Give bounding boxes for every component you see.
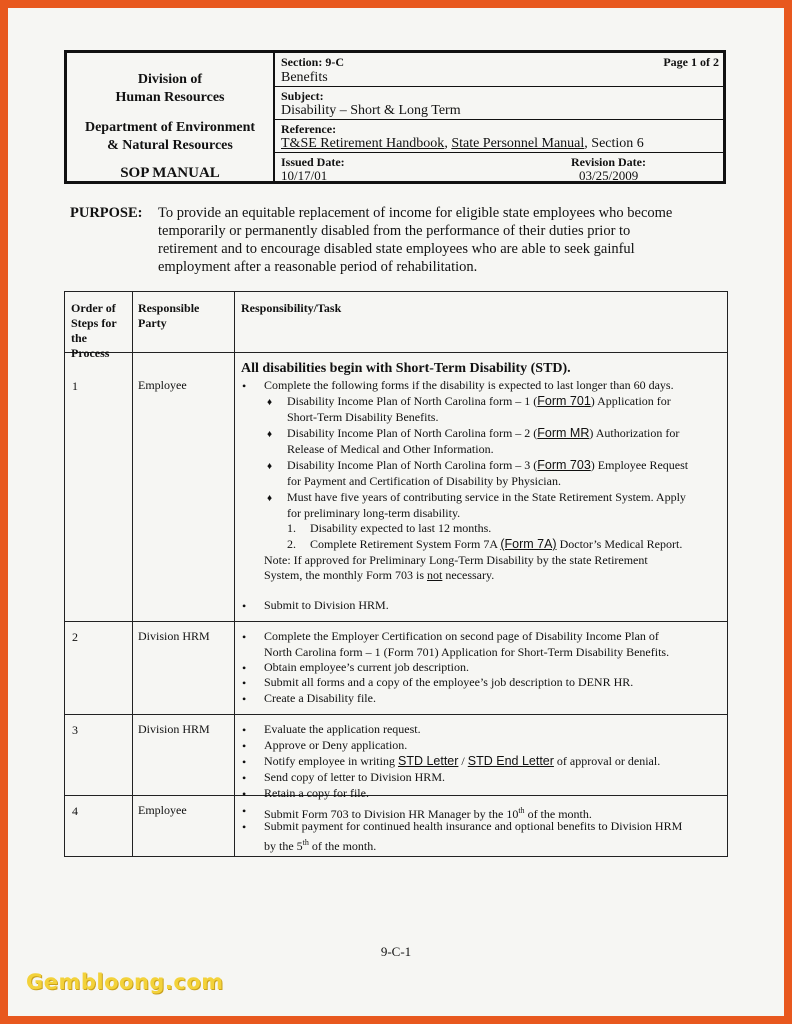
column-divider — [234, 292, 235, 856]
purpose-label: PURPOSE: — [70, 205, 143, 221]
bullet-icon: • — [242, 787, 247, 801]
row1-diamond2 — [287, 426, 679, 442]
bullet-icon: • — [242, 771, 247, 785]
diamond-icon: ♦ — [267, 461, 273, 472]
row1-diamond1-cont: Short-Term Disability Benefits. — [287, 410, 439, 424]
bullet-icon: • — [242, 599, 247, 613]
row3-bullet5: Retain a copy for file. — [264, 786, 369, 800]
party-column-header — [138, 301, 199, 331]
row4-bullet2: Submit payment for continued health insurance and optional benefits to Division HRM — [264, 819, 683, 833]
form-703-link[interactable]: Form 703 — [537, 458, 591, 472]
row1-numbered1-number: 1. — [287, 521, 296, 535]
section-value: Benefits — [281, 70, 328, 85]
header-right-panel — [275, 53, 723, 181]
subject-row — [275, 87, 723, 120]
row3-bullet4: Send copy of letter to Division HRM. — [264, 770, 445, 784]
row1-diamond4: Must have five years of contributing service in the State Retirement System. Apply — [287, 490, 686, 504]
section-row — [275, 53, 723, 87]
row3-bullet3 — [264, 754, 660, 770]
text: System, the monthly Form 703 is — [264, 568, 428, 582]
text: necessary. — [442, 568, 495, 582]
reference-row — [275, 120, 723, 153]
department-line1: Department of Environment — [84, 120, 256, 135]
row2-party: Division HRM — [138, 629, 210, 643]
reference-tail: , Section 6 — [584, 136, 644, 151]
row1-diamond3-cont: for Payment and Certification of Disability by Physician. — [287, 474, 561, 488]
text: Complete Retirement System Form 7A — [310, 537, 501, 551]
watermark-logo: Gembloong.com — [26, 970, 224, 994]
header-left-panel — [67, 53, 275, 181]
header-line: Process — [71, 346, 110, 360]
department-line2: & Natural Resources — [107, 138, 233, 153]
retirement-handbook-link[interactable]: T&SE Retirement Handbook — [281, 136, 445, 151]
header-line: Order of — [71, 301, 116, 315]
subject-label: Subject: — [281, 89, 324, 103]
reference-label: Reference: — [281, 122, 337, 136]
bullet-icon: • — [242, 379, 247, 393]
row1-note-line1: Note: If approved for Preliminary Long-Term Disability by the state Retirement — [264, 553, 648, 567]
division-line1: Division of — [137, 72, 203, 87]
text: ) Application for — [590, 394, 671, 408]
row2-bullet2: Obtain employee’s current job description. — [264, 660, 469, 674]
row3-bullet2: Approve or Deny application. — [264, 738, 408, 752]
text: Submit Form 703 to Division HR Manager by the 10 — [264, 807, 519, 821]
row1-party: Employee — [138, 378, 187, 392]
revision-date-value: 03/25/2009 — [579, 168, 639, 183]
row1-numbered2 — [310, 537, 682, 553]
form-701-link[interactable]: Form 701 — [537, 394, 591, 408]
row1-diamond4-cont: for preliminary long-term disability. — [287, 506, 461, 520]
division-line2: Human Resources — [115, 90, 225, 105]
row-divider — [65, 714, 727, 715]
text: by the 5 — [264, 839, 303, 853]
bullet-icon: • — [242, 739, 247, 753]
row4-step-number: 4 — [72, 804, 78, 818]
text: of the month. — [308, 839, 377, 853]
text: Doctor’s Medical Report. — [556, 537, 683, 551]
sop-manual-title: SOP MANUAL — [120, 165, 220, 181]
bullet-icon: • — [242, 804, 247, 818]
reference-value — [281, 136, 644, 152]
row1-bullet1: Complete the following forms if the disability is expected to last longer than 60 days. — [264, 378, 674, 392]
bullet-icon: • — [242, 820, 247, 834]
superscript: th — [302, 838, 309, 847]
row-divider — [65, 621, 727, 622]
text: Disability Income Plan of North Carolina form – 3 ( — [287, 458, 538, 472]
text: Disability Income Plan of North Carolina form – 1 ( — [287, 394, 538, 408]
std-end-letter-link[interactable]: STD End Letter — [467, 754, 554, 768]
std-heading: All disabilities begin with Short-Term Disability (STD). — [241, 361, 571, 376]
bullet-icon: • — [242, 676, 247, 690]
text: of the month. — [524, 807, 592, 821]
task-column-header: Responsibility/Task — [241, 301, 342, 315]
diamond-icon: ♦ — [267, 493, 273, 504]
document-page — [8, 8, 784, 1016]
text: Disability Income Plan of North Carolina form – 2 ( — [287, 426, 538, 440]
text: ) Employee Request — [590, 458, 689, 472]
row2-bullet1-cont: North Carolina form – 1 (Form 701) Application for Short-Term Disability Benefits. — [264, 645, 670, 659]
issued-date-value: 10/17/01 — [281, 168, 328, 183]
state-personnel-manual-link[interactable]: State Personnel Manual — [451, 136, 585, 151]
column-divider — [132, 292, 133, 856]
row3-step-number: 3 — [72, 723, 78, 737]
text: ) Authorization for — [589, 426, 680, 440]
row4-bullet2-cont — [264, 835, 376, 855]
page-label: Page 1 of 2 — [663, 55, 719, 69]
row1-step-number: 1 — [72, 379, 78, 393]
form-mr-link[interactable]: Form MR — [537, 426, 590, 440]
row1-diamond3 — [287, 458, 688, 474]
diamond-icon: ♦ — [267, 397, 273, 408]
reference-separator: , — [444, 136, 452, 151]
underlined-text: not — [427, 568, 443, 582]
row1-bullet2: Submit to Division HRM. — [264, 598, 389, 612]
bullet-icon: • — [242, 692, 247, 706]
text: of approval or denial. — [553, 754, 661, 768]
row1-diamond1 — [287, 394, 671, 410]
purpose-line: temporarily or permanently disabled from the performance of their duties prior to — [158, 223, 631, 239]
purpose-text — [158, 204, 728, 276]
header-line: the — [71, 331, 87, 345]
text: Notify employee in writing — [264, 754, 398, 768]
diamond-icon: ♦ — [267, 429, 273, 440]
row1-numbered2-number: 2. — [287, 537, 296, 551]
row3-party: Division HRM — [138, 722, 210, 736]
form-7a-link[interactable]: (Form 7A) — [500, 537, 557, 551]
text: / — [458, 754, 468, 768]
page-number: 9-C-1 — [380, 944, 412, 959]
row2-bullet4: Create a Disability file. — [264, 691, 376, 705]
row-divider — [65, 795, 727, 796]
steps-column-header — [71, 301, 131, 361]
header-line: Responsible — [138, 301, 200, 315]
header-line: Steps for — [71, 316, 117, 330]
header-line: Party — [138, 316, 167, 330]
bullet-icon: • — [242, 661, 247, 675]
purpose-line: retirement and to encourage disabled state employees who are able to seek gainful — [158, 241, 635, 257]
row2-bullet1: Complete the Employer Certification on second page of Disability Income Plan of — [264, 629, 659, 643]
dates-row — [275, 153, 723, 181]
std-letter-link[interactable]: STD Letter — [397, 754, 459, 768]
subject-value: Disability – Short & Long Term — [281, 103, 461, 118]
purpose-line: employment after a reasonable period of rehabilitation. — [158, 259, 478, 275]
revision-date-label: Revision Date: — [571, 155, 646, 169]
row1-diamond2-cont: Release of Medical and Other Information. — [287, 442, 494, 456]
section-label: Section: 9-C — [281, 55, 344, 69]
bullet-icon: • — [242, 723, 247, 737]
row1-numbered1: Disability expected to last 12 months. — [310, 521, 492, 535]
row2-bullet3: Submit all forms and a copy of the employee’s job description to DENR HR. — [264, 675, 634, 689]
superscript: th — [518, 806, 525, 815]
procedure-table — [64, 291, 728, 857]
row1-note-line2 — [264, 568, 494, 584]
row4-party: Employee — [138, 803, 187, 817]
purpose-line: To provide an equitable replacement of income for eligible state employees who become — [158, 205, 673, 221]
bullet-icon: • — [242, 755, 247, 769]
issued-date-label: Issued Date: — [281, 155, 345, 169]
row-divider — [65, 352, 727, 353]
header-box — [64, 50, 726, 184]
bullet-icon: • — [242, 630, 247, 644]
row3-bullet1: Evaluate the application request. — [264, 722, 421, 736]
row2-step-number: 2 — [72, 630, 78, 644]
